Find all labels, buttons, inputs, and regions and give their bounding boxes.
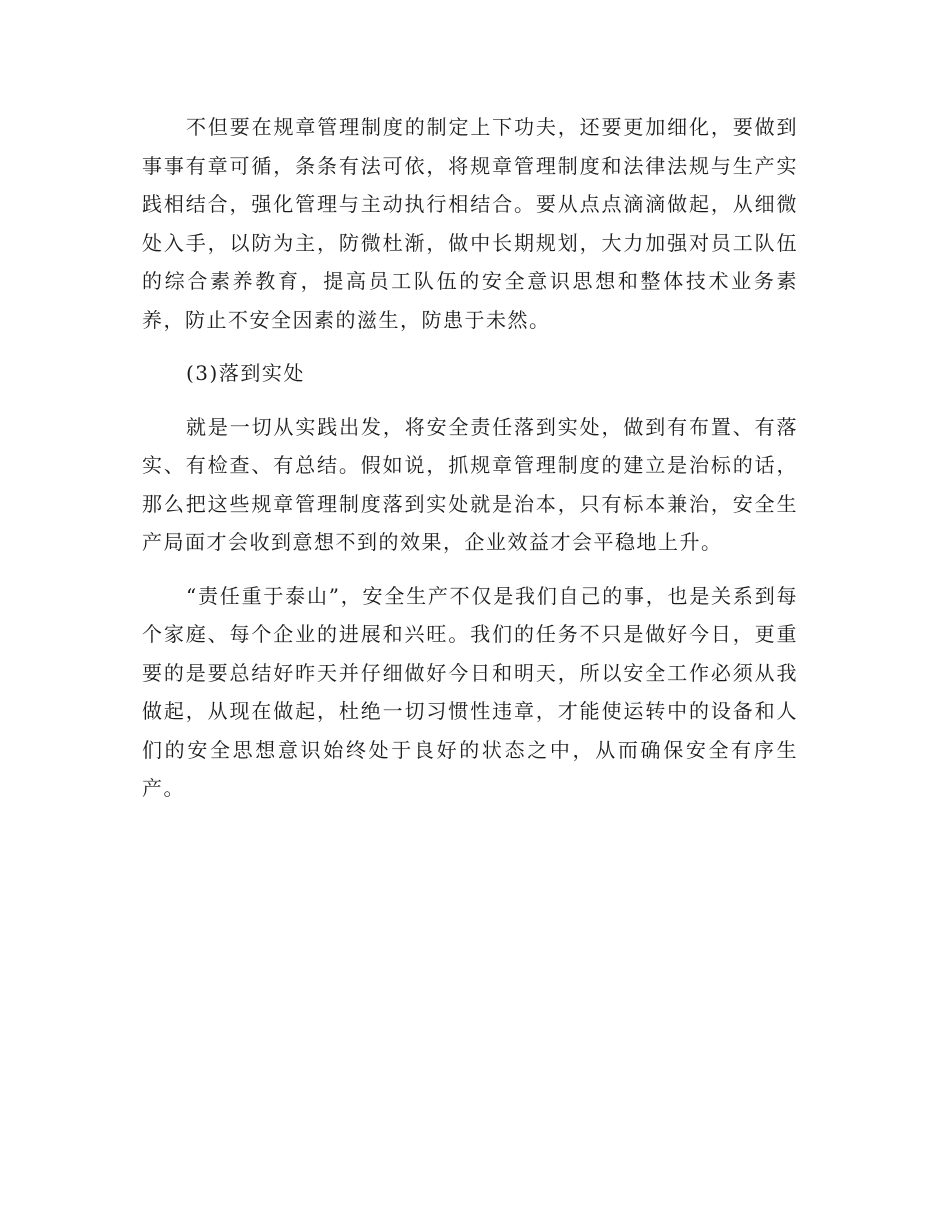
paragraph-responsibility: “责任重于泰山”，安全生产不仅是我们自己的事，也是关系到每个家庭、每个企业的进展和兴旺。我们的任务不只是做好今日，更重要的是要总结好昨天并仔细做好今日和明天，所以安全工作必须从我做起，从现在做起，杜绝一切习惯性违章，才能使运转中的设备和人们的安全思想意识始终处于良好的状态之中，从而确保安全有序生产。: [142, 583, 798, 800]
paragraph-rules-refinement: 不但要在规章管理制度的制定上下功夫，还要更加细化，要做到事事有章可循，条条有法可依，将规章管理制度和法律法规与生产实践相结合，强化管理与主动执行相结合。要从点点滴滴做起，从细微处入手，以防为主，防微杜渐，做中长期规划，大力加强对员工队伍的综合素养教育，提高员工队伍的安全意识思想和整体技术业务素养，防止不安全因素的滋生，防患于未然。: [142, 115, 798, 332]
document-body: [142, 108, 798, 823]
section-heading-implementation: (3)落到实处: [186, 361, 305, 385]
paragraph-implementation: 就是一切从实践出发，将安全责任落到实处，做到有布置、有落实、有检查、有总结。假如说，抓规章管理制度的建立是治标的话，那么把这些规章管理制度落到实处就是治本，只有标本兼治，安全生产局面才会收到意想不到的效果，企业效益才会平稳地上升。: [142, 414, 798, 554]
